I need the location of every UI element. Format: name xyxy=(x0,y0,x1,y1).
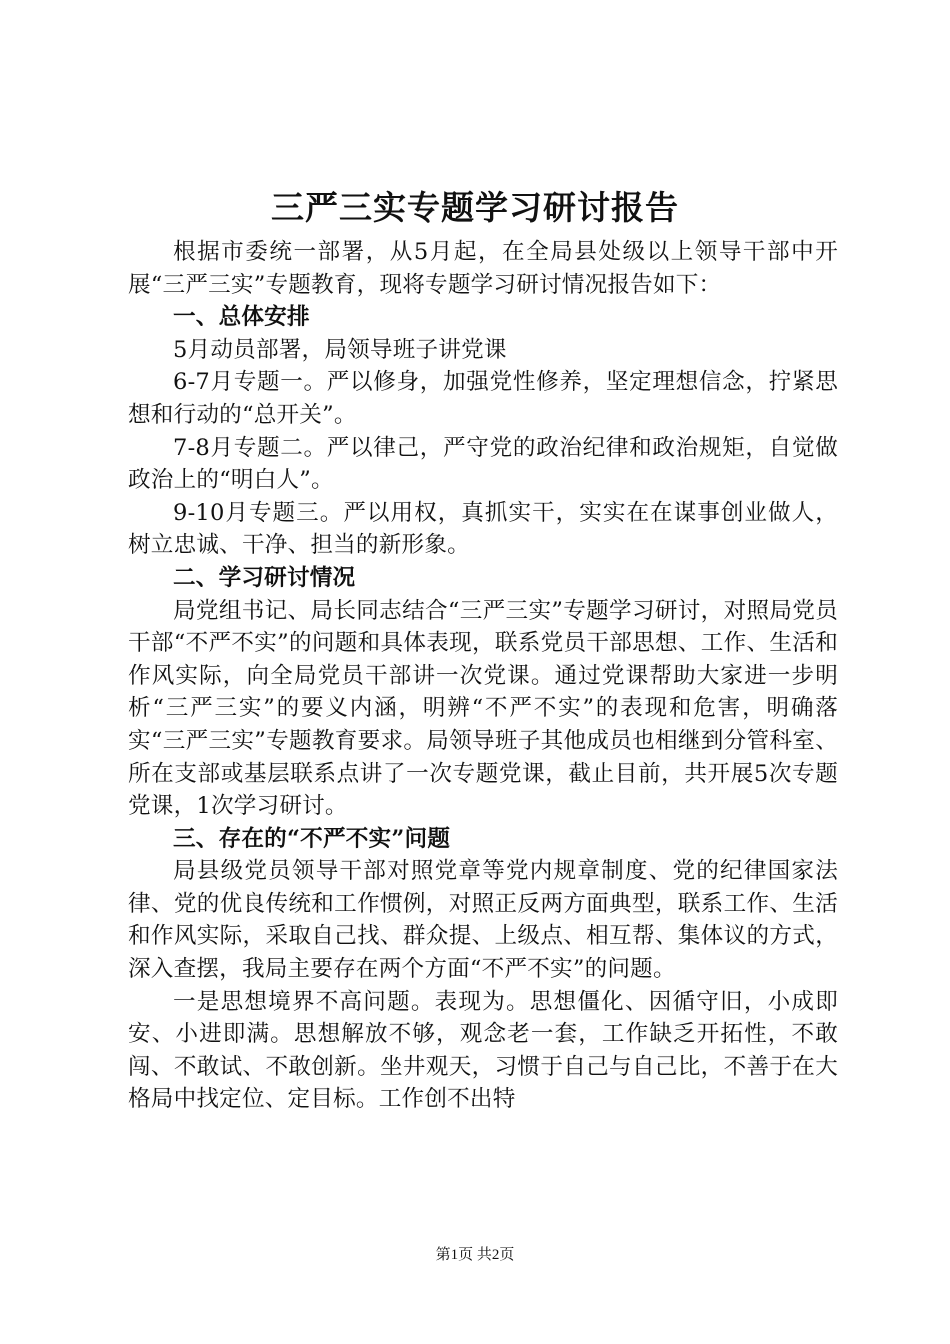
study-discussion-paragraph: 局党组书记、局长同志结合“三严三实”专题学习研讨，对照局党员干部“不严不实”的问题和具体表现，联系党员干部思想、工作、生活和作风实际，向全局党员干部讲一次党课。通过党课帮助大家进一步明析“三严三实”的要义内涵，明辨“不严不实”的表现和危害，明确落实“三严三实”专题教育要求。局领导班子其他成员也相继到分管科室、所在支部或基层联系点讲了一次专题党课，截止目前，共开展5次专题党课，1次学习研讨。 xyxy=(128,597,838,820)
schedule-item-topic-3: 9-10月专题三。严以用权，真抓实干，实实在在谋事创业做人，树立忠诚、干净、担当的新形象。 xyxy=(128,499,838,559)
section-heading-study-discussion: 二、学习研讨情况 xyxy=(173,564,356,591)
schedule-item-may: 5月动员部署，局领导班子讲党课 xyxy=(173,336,507,363)
section-heading-existing-problems: 三、存在的“不严不实”问题 xyxy=(173,825,451,852)
document-body xyxy=(128,236,838,1116)
document-title: 三严三实专题学习研讨报告 xyxy=(271,188,679,227)
schedule-item-topic-1: 6-7月专题一。严以修身，加强党性修养，坚定理想信念，拧紧思想和行动的“总开关”。 xyxy=(128,369,838,428)
section-heading-overall-arrangement: 一、总体安排 xyxy=(173,304,310,331)
page-number-footer: 第1页 共2页 xyxy=(435,1247,515,1263)
existing-problems-paragraph: 局县级党员领导干部对照党章等党内规章制度、党的纪律国家法律、党的优良传统和工作惯例，对照正反两方面典型，联系工作、生活和作风实际，采取自己找、群众提、上级点、相互帮、集体议的方式，深入查摆，我局主要存在两个方面“不严不实”的问题。 xyxy=(128,858,838,983)
schedule-item-topic-2: 7-8月专题二。严以律己，严守党的政治纪律和政治规矩，自觉做政治上的“明白人”。 xyxy=(128,434,838,494)
intro-paragraph: 根据市委统一部署，从5月起，在全局县处级以上领导干部中开展“三严三实”专题教育，现将专题学习研讨情况报告如下： xyxy=(128,239,838,298)
problem-one-paragraph: 一是思想境界不高问题。表现为。思想僵化、因循守旧，小成即安、小进即满。思想解放不够，观念老一套，工作缺乏开拓性，不敢闯、不敢试、不敢创新。坐井观天，习惯于自己与自己比，不善于在大格局中找定位、定目标。工作创不出特 xyxy=(128,988,838,1113)
